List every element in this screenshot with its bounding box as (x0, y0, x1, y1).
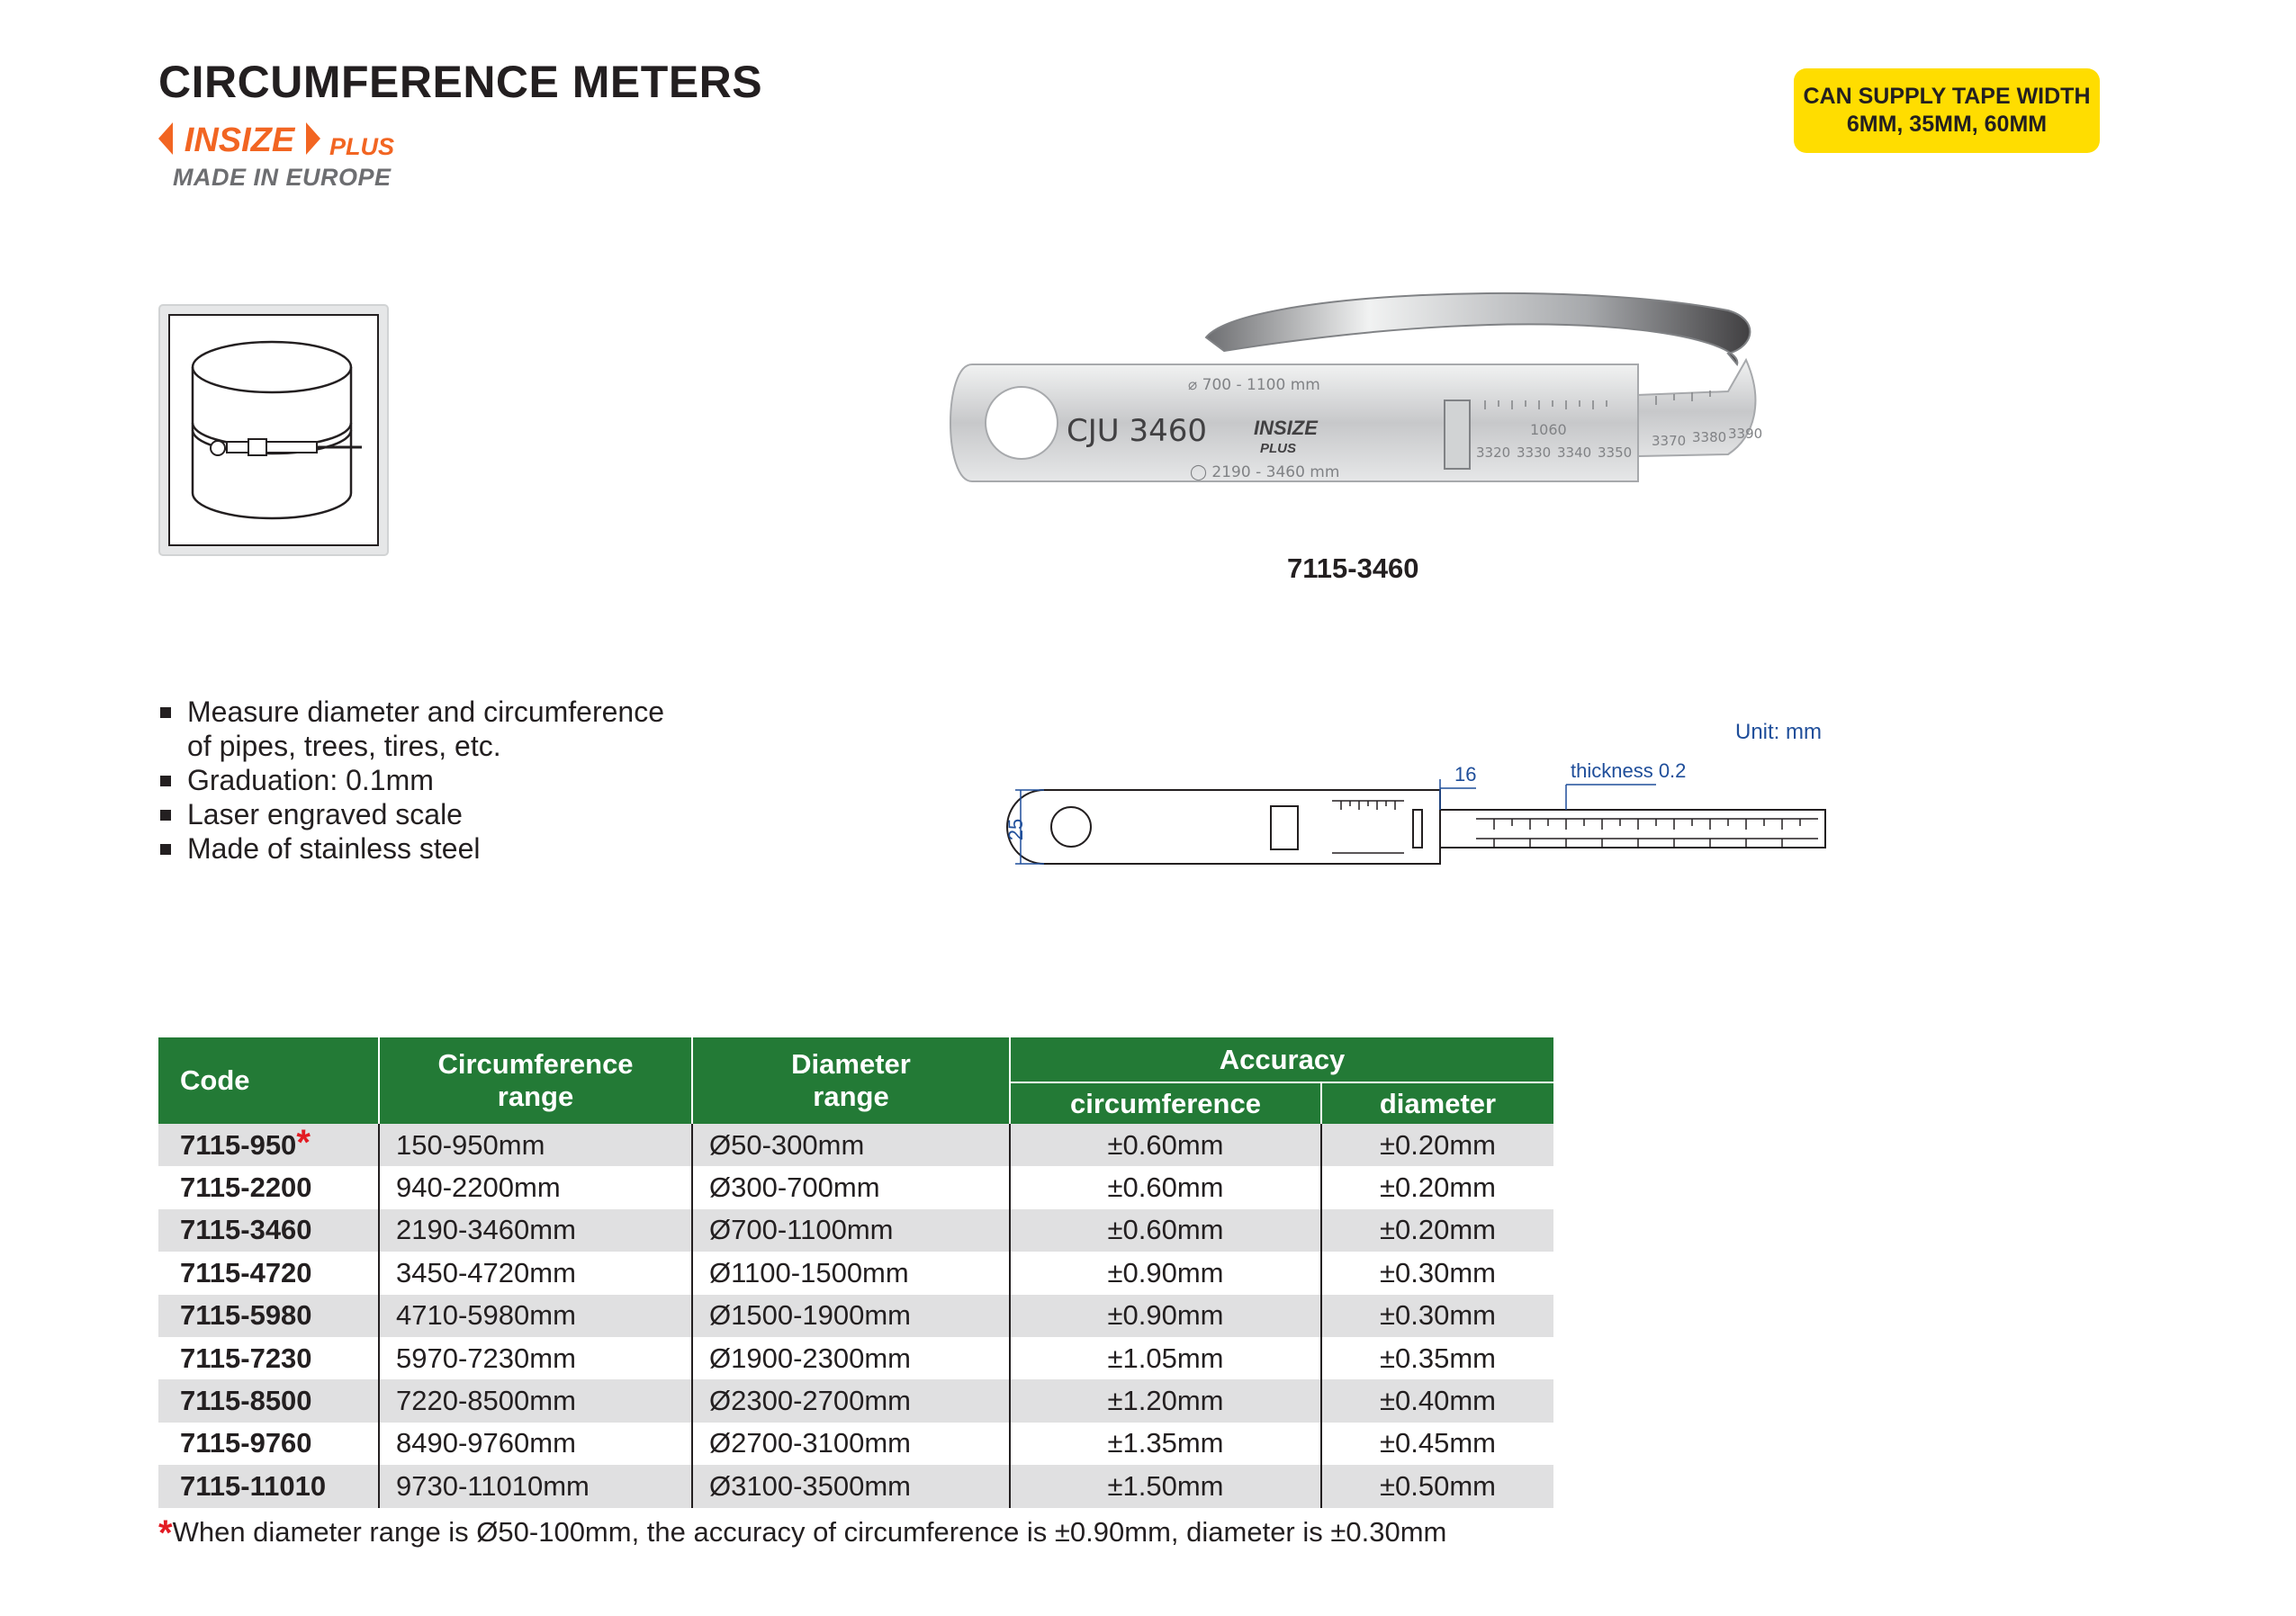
cell-circ-range: 4710-5980mm (379, 1295, 692, 1337)
cell-acc-dia: ±0.35mm (1321, 1337, 1553, 1379)
feature-item: Graduation: 0.1mm (158, 763, 664, 797)
cell-circ-range: 2190-3460mm (379, 1209, 692, 1252)
cell-dia-range: Ø700-1100mm (692, 1209, 1010, 1252)
logo-left-arrow-icon (158, 122, 173, 155)
svg-text:3380: 3380 (1692, 429, 1727, 445)
feature-item: Made of stainless steel (158, 831, 664, 866)
cell-code: 7115-2200 (158, 1166, 379, 1208)
col-dia-range: Diameter range (692, 1037, 1010, 1124)
col-acc-dia: diameter (1321, 1082, 1553, 1124)
product-photo (936, 274, 1764, 508)
cell-circ-range: 940-2200mm (379, 1166, 692, 1208)
col-acc-circ: circumference (1010, 1082, 1321, 1124)
cell-code: 7115-4720 (158, 1252, 379, 1294)
brand-name: INSIZE (184, 121, 295, 159)
table-row (158, 1166, 1553, 1208)
table-row (158, 1337, 1553, 1379)
thickness-label: thickness 0.2 (1571, 759, 1687, 782)
drawing-scale (1332, 801, 1818, 853)
engraving-bottom: ◯ 2190 - 3460 mm (1190, 463, 1340, 481)
cell-circ-range: 3450-4720mm (379, 1252, 692, 1294)
insize-plus-logo (158, 115, 455, 162)
feature-item: Laser engraved scale (158, 797, 664, 831)
table-row (158, 1252, 1553, 1294)
feature-item: Measure diameter and circumference (158, 695, 664, 729)
cell-acc-dia: ±0.20mm (1321, 1166, 1553, 1208)
cell-circ-range: 5970-7230mm (379, 1337, 692, 1379)
cell-acc-dia: ±0.30mm (1321, 1295, 1553, 1337)
cell-dia-range: Ø2300-2700mm (692, 1379, 1010, 1422)
svg-text:3330: 3330 (1517, 444, 1552, 461)
cell-circ-range: 9730-11010mm (379, 1465, 692, 1507)
table-row (158, 1379, 1553, 1422)
asterisk-mark: * (296, 1122, 311, 1163)
cell-code: 7115-9760 (158, 1423, 379, 1465)
footnote (158, 1513, 1447, 1553)
cell-dia-range: Ø2700-3100mm (692, 1423, 1010, 1465)
cell-dia-range: Ø3100-3500mm (692, 1465, 1010, 1507)
cell-acc-dia: ±0.20mm (1321, 1209, 1553, 1252)
cell-dia-range: Ø1500-1900mm (692, 1295, 1010, 1337)
feature-list (158, 695, 664, 866)
tape-coil (1206, 293, 1750, 364)
cell-code: 7115-11010 (158, 1465, 379, 1507)
cell-code: 7115-950* (158, 1124, 379, 1166)
dimension-lines (1015, 779, 1656, 864)
brand-suffix: PLUS (329, 133, 395, 160)
tape-width-badge-line2: 6MM, 35MM, 60MM (1846, 112, 2048, 137)
cell-circ-range: 7220-8500mm (379, 1379, 692, 1422)
cell-code: 7115-5980 (158, 1295, 379, 1337)
cell-acc-circ: ±0.60mm (1010, 1124, 1321, 1166)
svg-text:PLUS: PLUS (1260, 441, 1297, 456)
col-accuracy: Accuracy (1010, 1037, 1553, 1082)
tape-width-badge (1794, 68, 2100, 153)
page-title: CIRCUMFERENCE METERS (158, 57, 763, 107)
cell-acc-circ: ±1.20mm (1010, 1379, 1321, 1422)
svg-text:INSIZE: INSIZE (1254, 417, 1318, 439)
dim-height-label: 25 (1004, 818, 1027, 841)
made-in-label: MADE IN EUROPE (173, 164, 392, 191)
logo-right-arrow-icon (306, 122, 320, 155)
col-circ-range: Circumference range (379, 1037, 692, 1124)
table-row (158, 1124, 1553, 1166)
scale-reading: 1060 (1530, 421, 1567, 438)
feature-item-continuation: of pipes, trees, tires, etc. (187, 730, 501, 762)
cell-code: 7115-8500 (158, 1379, 379, 1422)
spec-table (158, 1037, 1553, 1508)
cell-acc-circ: ±0.90mm (1010, 1252, 1321, 1294)
cell-circ-range: 150-950mm (379, 1124, 692, 1166)
cell-acc-dia: ±0.30mm (1321, 1252, 1553, 1294)
cell-code: 7115-3460 (158, 1209, 379, 1252)
col-code: Code (158, 1037, 379, 1124)
tape-width-badge-line1: CAN SUPPLY TAPE WIDTH (1803, 84, 2091, 109)
cell-acc-dia: ±0.40mm (1321, 1379, 1553, 1422)
drawing-window (1413, 810, 1422, 848)
engraving-model: CJU 3460 (1067, 413, 1207, 449)
cell-acc-circ: ±0.90mm (1010, 1295, 1321, 1337)
footnote-text: When diameter range is Ø50-100mm, the accuracy of circumference is ±0.90mm, diameter is ±0.30mm (172, 1516, 1447, 1548)
cell-acc-dia: ±0.20mm (1321, 1124, 1553, 1166)
drawing-slot (1271, 806, 1298, 849)
cell-dia-range: Ø300-700mm (692, 1166, 1010, 1208)
cell-acc-dia: ±0.45mm (1321, 1423, 1553, 1465)
svg-text:3340: 3340 (1557, 444, 1592, 461)
cell-code: 7115-7230 (158, 1337, 379, 1379)
cell-dia-range: Ø1100-1500mm (692, 1252, 1010, 1294)
dim-width-label: 16 (1454, 763, 1477, 786)
hanging-hole (986, 387, 1058, 459)
table-row (158, 1209, 1553, 1252)
svg-text:3320: 3320 (1476, 444, 1511, 461)
table-row (158, 1423, 1553, 1465)
drawing-hole (1051, 807, 1091, 847)
drawing-tape (1440, 810, 1825, 848)
cell-acc-circ: ±1.50mm (1010, 1465, 1321, 1507)
cell-dia-range: Ø1900-2300mm (692, 1337, 1010, 1379)
cell-acc-circ: ±0.60mm (1010, 1209, 1321, 1252)
cell-acc-dia: ±0.50mm (1321, 1465, 1553, 1507)
product-model-label: 7115-3460 (1287, 552, 1419, 584)
cell-circ-range: 8490-9760mm (379, 1423, 692, 1465)
cell-dia-range: Ø50-300mm (692, 1124, 1010, 1166)
footnote-star: * (158, 1513, 173, 1553)
slider-window (1445, 400, 1470, 469)
cell-acc-circ: ±1.05mm (1010, 1337, 1321, 1379)
unit-label: Unit: mm (1735, 720, 1822, 744)
table-row (158, 1465, 1553, 1507)
svg-text:3370: 3370 (1652, 433, 1687, 449)
dimension-drawing (990, 720, 1827, 882)
table-row (158, 1295, 1553, 1337)
cell-acc-circ: ±1.35mm (1010, 1423, 1321, 1465)
engraving-top: ⌀ 700 - 1100 mm (1188, 376, 1320, 394)
svg-text:3350: 3350 (1598, 444, 1633, 461)
cell-acc-circ: ±0.60mm (1010, 1166, 1321, 1208)
usage-illustration (158, 304, 389, 556)
svg-text:3390: 3390 (1728, 426, 1763, 442)
